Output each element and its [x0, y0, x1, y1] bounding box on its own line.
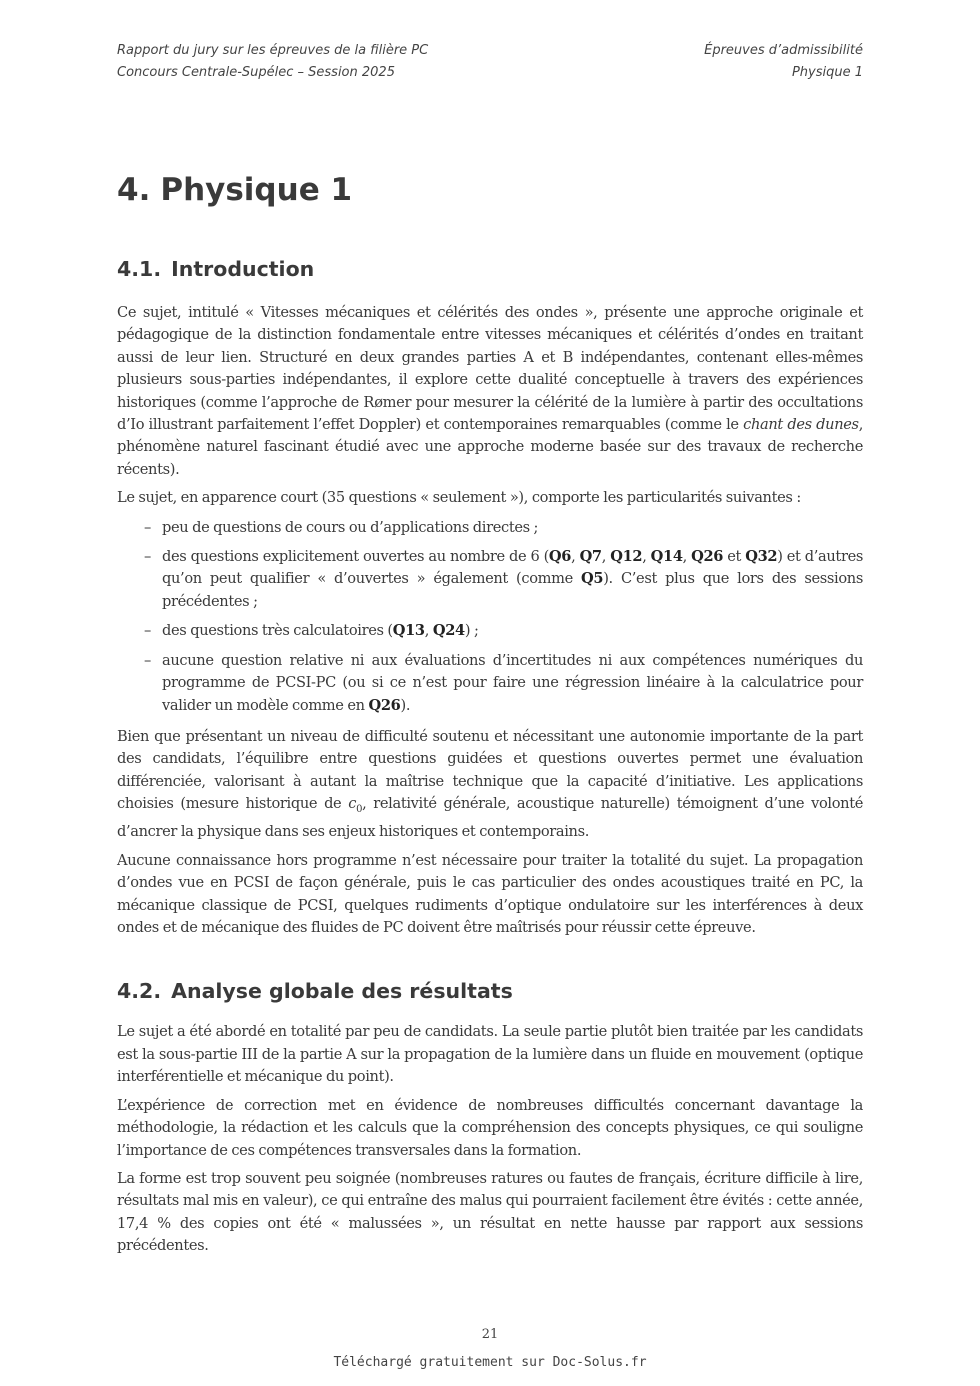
question-ref: Q32 — [745, 548, 778, 566]
separator: , — [601, 548, 611, 566]
list-item-text: des questions très calculatoires ( — [162, 622, 393, 640]
question-ref: Q12 — [610, 548, 643, 566]
math-subscript: 0 — [356, 804, 363, 816]
analysis-paragraph-3: La forme est trop souvent peu soignée (nombreuses ratures ou fautes de français, écriture difficile à lire, résultats mal mis en valeur), ce qui entraîne des malus qui pourraient facilement être évités : cette année, 17,4 % des copies ont été « malussées », un résultat en nette hausse par rapport aux sessions précédentes. — [117, 1169, 863, 1255]
header-right — [704, 40, 863, 84]
list-item-text: ) ; — [464, 622, 479, 640]
list-item — [117, 620, 863, 642]
header-left — [117, 40, 428, 84]
session-title: Concours Centrale-Supélec – Session 2025 — [117, 65, 395, 80]
list-item-text: ) et d’autres qu’on peut qualifier « d’ouvertes » également (comme — [162, 548, 863, 588]
report-title: Rapport du jury sur les épreuves de la filière PC — [117, 43, 429, 58]
question-ref: Q13 — [392, 622, 425, 640]
list-item — [117, 650, 863, 717]
analysis-paragraph-2: L’expérience de correction met en évidence de nombreuses difficultés concernant davantage la méthodologie, la rédaction et les calculs que la compréhension des concepts physiques, ce qui souligne l’importance de ces compétences transversales dans la formation. — [117, 1096, 863, 1159]
dash-bullet: – — [144, 622, 151, 640]
dash-bullet: – — [144, 548, 151, 566]
section-number: 4.2. — [117, 979, 162, 1004]
intro-paragraph-1 — [117, 302, 863, 481]
section-title: Introduction — [171, 257, 315, 281]
section-heading-introduction — [117, 254, 863, 284]
particularities-list — [117, 517, 863, 717]
list-item-text: des questions explicitement ouvertes au nombre de 6 ( — [162, 548, 549, 566]
page-number: 21 — [481, 1327, 499, 1342]
question-ref: Q14 — [650, 548, 683, 566]
section-heading-analysis — [117, 976, 863, 1006]
separator: , — [571, 548, 580, 566]
dash-bullet: – — [144, 518, 151, 536]
chapter-title-text: Physique 1 — [160, 172, 353, 208]
dash-bullet: – — [144, 651, 151, 669]
analysis-paragraph-1: Le sujet a été abordé en totalité par peu de candidats. La seule partie plutôt bien traitée par les candidats est la sous-partie III de la partie A sur la propagation de la lumière dans un fluide en mouvement (optique interférentielle et mécanique du point). — [117, 1023, 863, 1086]
intro-paragraph-3 — [117, 726, 863, 844]
page-header — [117, 40, 863, 84]
download-note: Téléchargé gratuitement sur Doc-Solus.fr — [333, 1355, 647, 1370]
question-ref: Q26 — [368, 696, 401, 714]
list-item-text: ). C’est plus que lors des sessions précédentes ; — [162, 570, 863, 610]
exam-type: Épreuves d’admissibilité — [704, 43, 863, 58]
question-ref: Q5 — [581, 570, 604, 588]
main-content — [117, 168, 863, 1258]
question-ref: Q7 — [579, 548, 602, 566]
separator: et — [723, 548, 746, 566]
question-ref: Q26 — [691, 548, 724, 566]
intro-paragraph-4: Aucune connaissance hors programme n’est nécessaire pour traiter la totalité du sujet. La propagation d’ondes vue en PCSI de façon générale, puis le cas particulier des ondes acoustiques traité en PC, la mécanique classique de PCSI, quelques rudiments d’optique ondulatoire sur les interférences à deux ondes et de mécanique des fluides de PC doivent être maîtrisés pour réussir cette épreuve. — [117, 851, 863, 937]
question-ref: Q24 — [432, 622, 465, 640]
section-title: Analyse globale des résultats — [171, 979, 513, 1004]
intro-paragraph-2: Le sujet, en apparence court (35 questions « seulement »), comporte les particularités suivantes : — [117, 489, 801, 507]
exam-subject: Physique 1 — [791, 65, 863, 80]
list-item — [117, 517, 863, 539]
list-item-text: ). — [400, 696, 411, 714]
text-run: , phénomène naturel fascinant étudié avec une approche moderne basée sur des travaux de recherche récents). — [117, 416, 863, 478]
text-run: Ce sujet, intitulé « Vitesses mécaniques et célérités des ondes », présente une approche originale et pédagogique de la distinction fondamentale entre vitesses mécaniques et célérités d’ondes en traitant aussi de leur lien. Structuré en deux grandes parties A et B indépendantes, contenant elles-mêmes plusieurs sous-parties indépendantes, il explore cette dualité conceptuelle à travers des expériences historiques (comme l’approche de Rømer pour mesurer la célérité de la lumière à partir des occultations d’Io illustrant parfaitement l’effet Doppler) et contemporaines remarquables (comme le — [117, 304, 863, 434]
chapter-number: 4. — [117, 172, 151, 208]
list-item-text: aucune question relative ni aux évaluations d’incertitudes ni aux compétences numériques du programme de PCSI-PC (ou si ce n’est pour faire une régression linéaire à la calculatrice pour valider un modèle comme en — [162, 651, 863, 714]
chapter-title — [117, 168, 863, 212]
text-run: Bien que présentant un niveau de difficulté soutenu et nécessitant une autonomie importante de la part des candidats, l’équilibre entre questions guidées et questions ouvertes permet une évaluation différenciée, valorisant à autant la maîtrise technique que la capacité d’initiative. Les applications choisies (mesure historique de — [117, 727, 863, 813]
list-item-text: peu de questions de cours ou d’applications directes ; — [162, 518, 539, 536]
separator: , — [642, 548, 651, 566]
math-variable: c — [348, 795, 357, 813]
question-ref: Q6 — [548, 548, 572, 566]
emphasis-text: chant des dunes — [743, 416, 859, 434]
list-item — [117, 546, 863, 613]
separator: , — [424, 622, 433, 640]
separator: , — [682, 548, 692, 566]
text-run: , relativité générale, acoustique naturelle) témoignent d’une volonté d’ancrer la physique dans ses enjeux historiques et contemporains. — [117, 795, 864, 841]
section-number: 4.1. — [117, 257, 162, 281]
